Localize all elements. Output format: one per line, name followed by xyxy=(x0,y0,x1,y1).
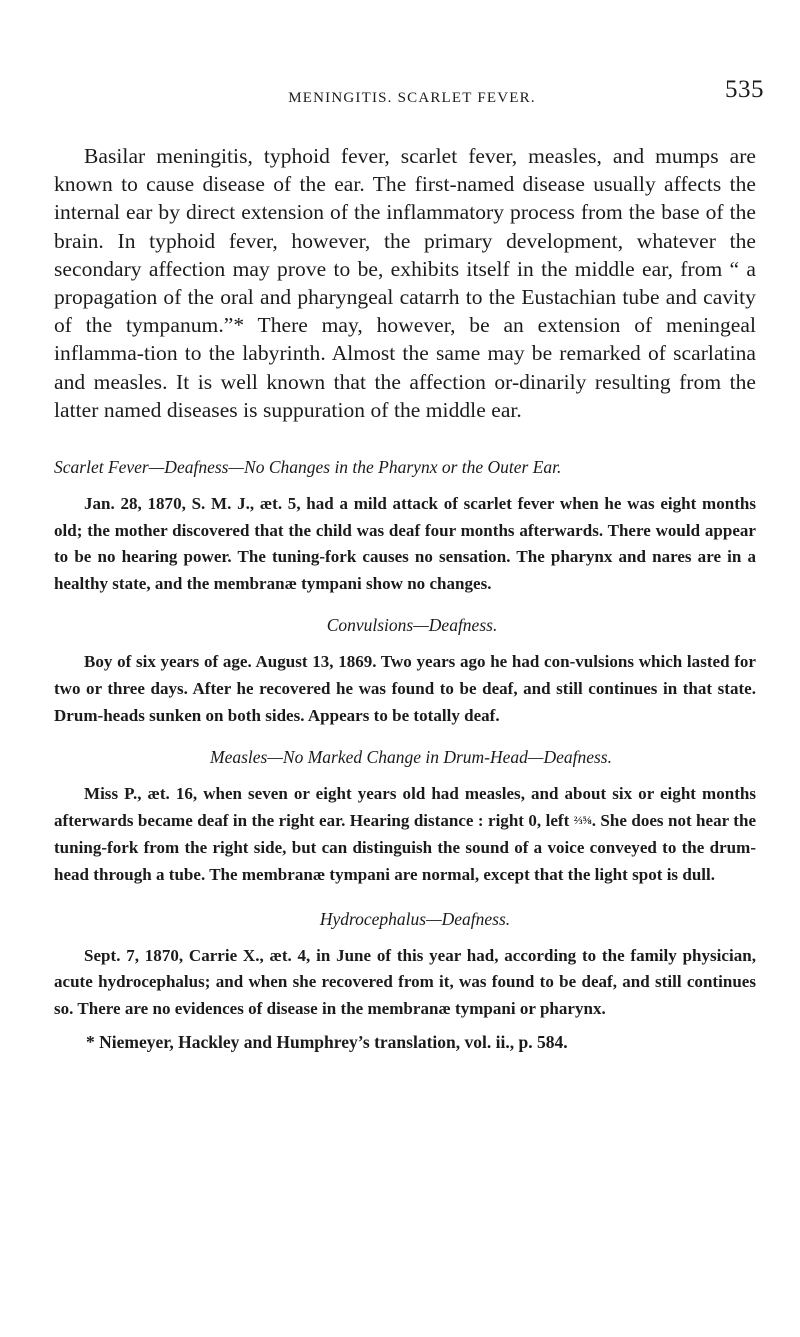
footnote: * Niemeyer, Hackley and Humphrey’s translation, vol. ii., p. 584. xyxy=(86,1032,568,1053)
case-heading-measles: Measles—No Marked Change in Drum-Head—Deafness. xyxy=(210,747,612,768)
case-heading-scarlet-fever: Scarlet Fever—Deafness—No Changes in the Pharynx or the Outer Ear. xyxy=(54,457,562,478)
running-title: MENINGITIS. SCARLET FEVER. xyxy=(288,90,536,106)
measles-text-before: Miss P., æt. 16, when seven or eight years old had measles, and about six or eight months afterwards became deaf in the right ear. Hearing distance : right 0, left xyxy=(54,784,756,830)
running-head xyxy=(54,58,764,106)
case-body-hydrocephalus: Sept. 7, 1870, Carrie X., æt. 4, in June of this year had, according to the family physician, acute hydrocephalus; and when she recovered from it, was found to be deaf, and still continues so. There are no evidences of disease in the membranæ tympani or pharynx. xyxy=(54,945,756,1018)
case-body-measles xyxy=(54,781,756,888)
case-body-convulsions: Boy of six years of age. August 13, 1869. Two years ago he had con-vulsions which lasted for two or three days. After he recovered he was found to be deaf, and still continues in that state. Drum-heads sunken on both sides. Appears to be totally deaf. xyxy=(54,652,756,725)
hearing-distance-fraction: ⅔⅝ xyxy=(573,812,592,827)
page-number: 535 xyxy=(725,76,764,103)
book-page xyxy=(54,58,764,1053)
measles-text-after: . She does not hear the tuning-fork from the right side, but can distinguish the sound of a voice conveyed to the drum-head through a tube. The membranæ tympani are normal, except that the light spot is dull. xyxy=(54,810,757,884)
intro-paragraph: Basilar meningitis, typhoid fever, scarlet fever, measles, and mumps are known to cause disease of the ear. The first-named disease usually affects the internal ear by direct extension of the inflammatory process from the base of the brain. In typhoid fever, however, the primary development, whatever the secondary affection may prove to be, exhibits itself in the middle ear, from “ a propagation of the oral and pharyngeal catarrh to the Eustachian tube and cavity of the tympanum.”* There may, however, be an extension of meningeal inflamma-tion to the labyrinth. Almost the same may be remarked of scarlatina and measles. It is well known that the affection or-dinarily resulting from the latter named diseases is suppuration of the middle ear. xyxy=(54,144,756,422)
case-body-scarlet-fever: Jan. 28, 1870, S. M. J., æt. 5, had a mild attack of scarlet fever when he was eight months old; the mother discovered that the child was deaf four months afterwards. There would appear to be no hearing power. The tuning-fork causes no sensation. The pharynx and nares are in a healthy state, and the membranæ tympani show no changes. xyxy=(54,494,756,593)
case-heading-convulsions: Convulsions—Deafness. xyxy=(326,615,498,636)
case-heading-hydrocephalus: Hydrocephalus—Deafness. xyxy=(319,908,511,929)
